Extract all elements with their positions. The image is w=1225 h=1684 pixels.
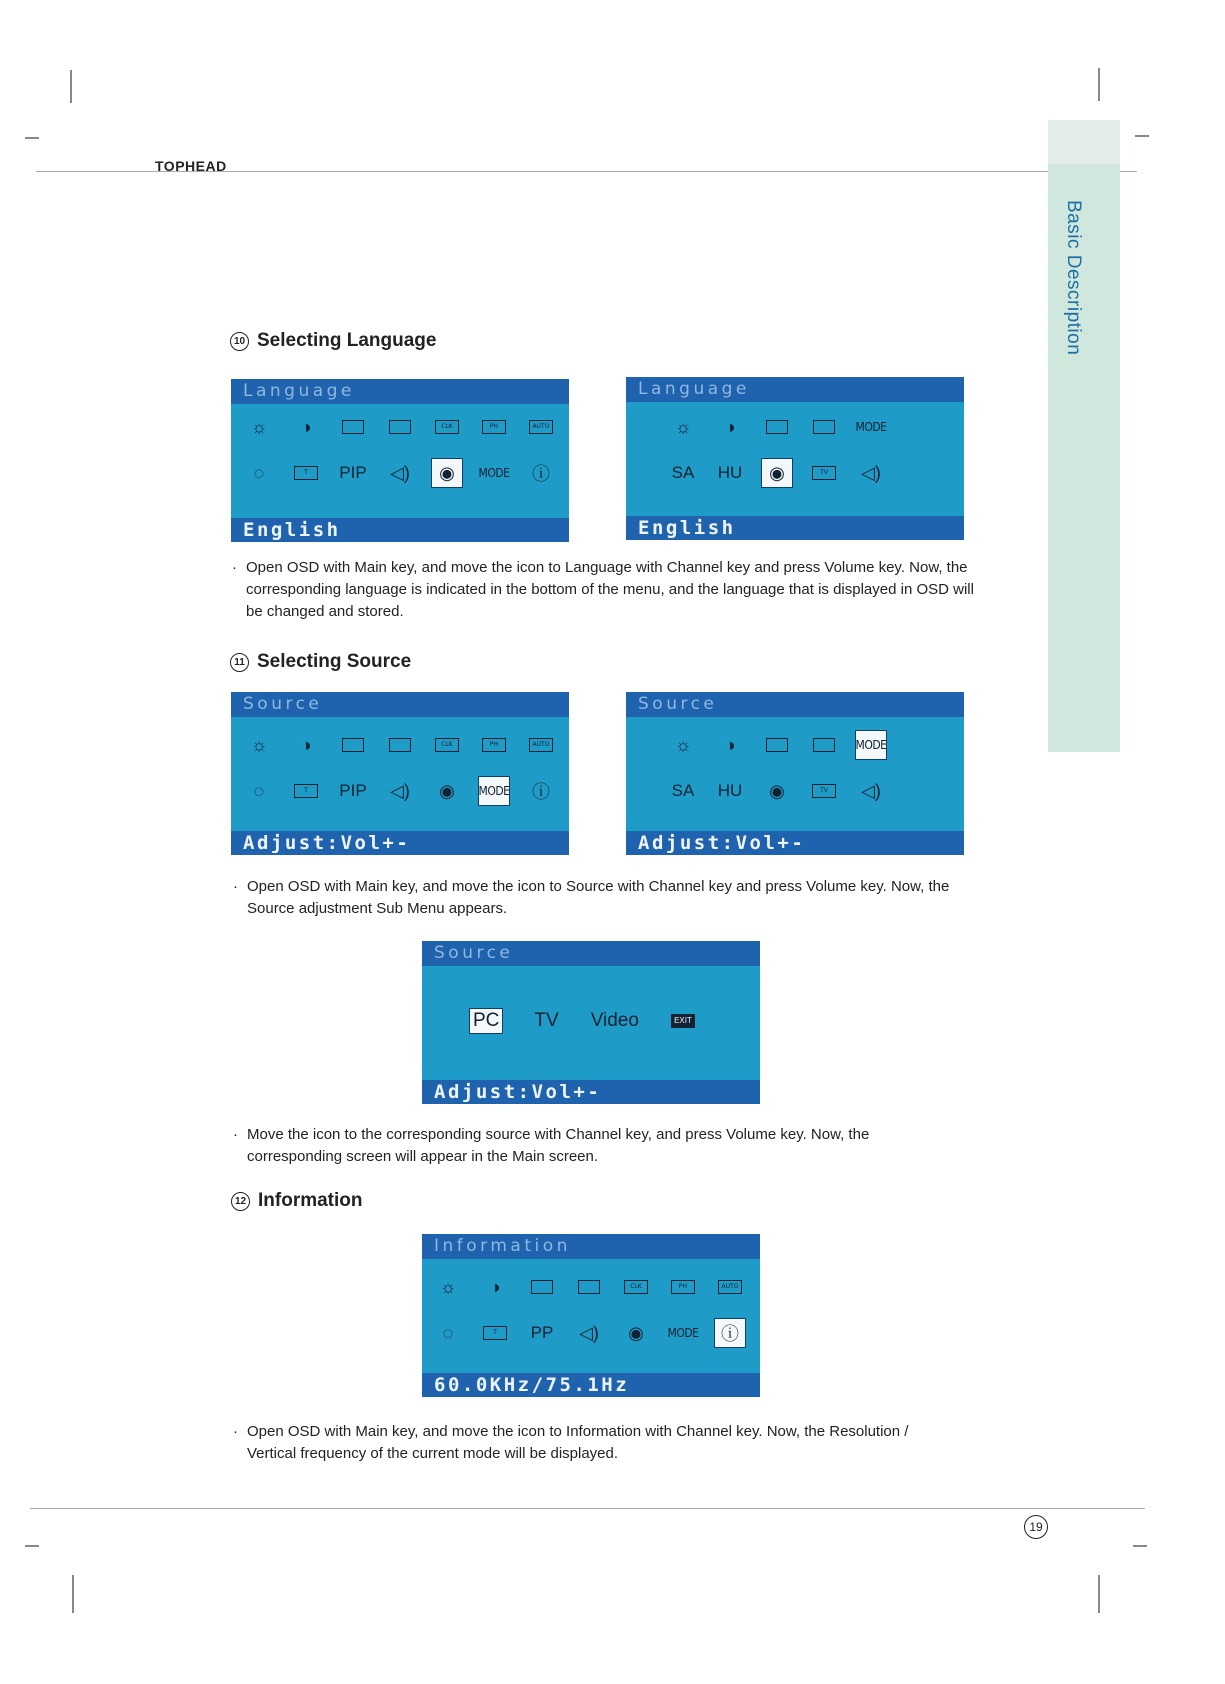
osd-icon-row-2 — [668, 775, 903, 807]
section-heading-source — [230, 651, 411, 673]
mode-icon: MODE — [855, 420, 887, 434]
osd-icon-row-1 — [433, 1271, 760, 1303]
contrast-icon: ◑ — [724, 734, 736, 755]
globe-icon: ◉ — [762, 459, 792, 487]
auto-icon: AUTO — [526, 731, 556, 759]
osd-footer: Adjust:Vol+- — [626, 831, 964, 855]
osd-source-right — [626, 692, 964, 855]
globe-icon: ◉ — [439, 780, 455, 801]
source-option-pc: PC — [470, 1009, 502, 1033]
v-position-icon — [385, 731, 415, 759]
speaker-icon: ◁) — [861, 462, 881, 483]
contrast-icon: ◑ — [300, 416, 312, 437]
v-position-icon — [574, 1273, 604, 1301]
hu-icon: HU — [717, 781, 743, 800]
osd-icon-row-1 — [244, 411, 569, 443]
brightness-icon: ☼ — [674, 734, 692, 755]
crop-mark — [72, 1575, 74, 1613]
contrast-icon: ◑ — [489, 1276, 501, 1297]
pip-icon: PP — [530, 1323, 554, 1342]
speaker-icon: ◁) — [579, 1322, 599, 1343]
contrast-icon: ◑ — [724, 416, 736, 437]
speaker-icon: ◁) — [390, 462, 410, 483]
crop-mark — [1098, 68, 1100, 101]
h-position-icon — [338, 731, 368, 759]
osd-footer: Adjust:Vol+- — [231, 831, 569, 855]
auto-icon: AUTO — [715, 1273, 745, 1301]
mode-icon: MODE — [856, 731, 886, 759]
v-position-icon — [385, 413, 415, 441]
crop-mark — [1098, 1575, 1100, 1613]
v-position-icon — [809, 731, 839, 759]
osd-footer: 60.0KHz/75.1Hz — [422, 1373, 760, 1397]
source-option-tv: TV — [534, 1010, 559, 1031]
hu-icon: HU — [717, 463, 743, 482]
clock-icon: CLK — [432, 413, 462, 441]
osd-icon-row-1 — [244, 729, 569, 761]
h-position-icon — [527, 1273, 557, 1301]
side-tab-label: Basic Description — [1063, 200, 1084, 356]
phase-icon: PH — [668, 1273, 698, 1301]
color-icon: ◌ — [253, 780, 265, 801]
osd-language-right — [626, 377, 964, 540]
clock-icon: CLK — [432, 731, 462, 759]
clock-icon: CLK — [621, 1273, 651, 1301]
osd-title: Language — [231, 379, 569, 404]
text-icon: T — [291, 459, 321, 487]
crop-mark — [25, 137, 39, 139]
osd-icon-row-1 — [668, 411, 903, 443]
osd-title: Language — [626, 377, 964, 402]
brightness-icon: ☼ — [250, 416, 268, 437]
osd-icon-row-1 — [668, 729, 903, 761]
osd-title: Source — [626, 692, 964, 717]
h-position-icon — [762, 731, 792, 759]
brightness-icon: ☼ — [250, 734, 268, 755]
footer-rule — [30, 1508, 1145, 1509]
side-tab-top — [1048, 120, 1120, 164]
tv-icon: TV — [809, 459, 839, 487]
text-icon: T — [291, 777, 321, 805]
osd-footer: English — [626, 516, 964, 540]
section-number: 10 — [230, 332, 249, 351]
speaker-icon: ◁) — [390, 780, 410, 801]
language-description: · Open OSD with Main key, and move the icon to Language with Channel key and press Volume key. Now, the corresponding language is indicated in the bottom of the menu, and the language that is displayed in OSD will be changed and stored. — [232, 559, 974, 620]
crop-mark — [25, 1545, 39, 1547]
page-number: 19 — [1024, 1515, 1048, 1539]
brightness-icon: ☼ — [439, 1276, 457, 1297]
section-heading-language — [230, 330, 436, 352]
mode-icon: MODE — [478, 466, 510, 480]
osd-icon-row-2 — [433, 1317, 760, 1349]
color-icon: ◌ — [442, 1322, 454, 1343]
section-title: Selecting Language — [257, 330, 437, 351]
auto-icon: AUTO — [526, 413, 556, 441]
info-icon: ⓘ — [532, 464, 550, 484]
info-icon: ⓘ — [532, 782, 550, 802]
osd-information — [422, 1234, 760, 1397]
section-number: 11 — [230, 653, 249, 672]
mode-icon: MODE — [479, 777, 509, 805]
osd-footer: Adjust:Vol+- — [422, 1080, 760, 1104]
contrast-icon: ◑ — [300, 734, 312, 755]
source-submenu-description: · Move the icon to the corresponding source with Channel key, and press Volume key. Now, the corresponding screen will appear in the Main screen. — [233, 1126, 870, 1165]
osd-icon-row-2 — [244, 775, 569, 807]
globe-icon: ◉ — [769, 780, 785, 801]
info-icon: ⓘ — [715, 1319, 745, 1347]
phase-icon: PH — [479, 731, 509, 759]
color-icon: ◌ — [253, 462, 265, 483]
information-description: · Open OSD with Main key, and move the icon to Information with Channel key. Now, the Resolution / Vertical frequency of the current mode will be displayed. — [233, 1423, 909, 1462]
section-title: Information — [258, 1190, 363, 1211]
section-heading-information — [231, 1190, 363, 1212]
v-position-icon — [809, 413, 839, 441]
globe-icon: ◉ — [432, 459, 462, 487]
brand-logo: TOPHEAD — [155, 158, 227, 174]
speaker-icon: ◁) — [861, 780, 881, 801]
exit-icon: EXIT — [671, 1014, 695, 1028]
osd-footer: English — [231, 518, 569, 542]
tv-icon: TV — [809, 777, 839, 805]
osd-icon-row-2 — [668, 457, 903, 489]
h-position-icon — [338, 413, 368, 441]
header-rule — [36, 171, 1137, 172]
osd-source-left — [231, 692, 569, 855]
mode-icon: MODE — [667, 1326, 699, 1340]
source-options — [470, 1005, 695, 1037]
pip-icon: PIP — [339, 781, 367, 800]
sa-icon: SA — [671, 781, 695, 800]
section-title: Selecting Source — [257, 651, 412, 672]
osd-title: Source — [422, 941, 760, 966]
osd-title: Information — [422, 1234, 760, 1259]
crop-mark — [1135, 135, 1149, 137]
text-icon: T — [480, 1319, 510, 1347]
source-description: · Open OSD with Main key, and move the icon to Source with Channel key and press Volume key. Now, the Source adjustment Sub Menu appears. — [233, 878, 950, 917]
osd-icon-row-2 — [244, 457, 569, 489]
pip-icon: PIP — [339, 463, 367, 482]
h-position-icon — [762, 413, 792, 441]
globe-icon: ◉ — [628, 1322, 644, 1343]
osd-language-left — [231, 379, 569, 542]
crop-mark — [1133, 1545, 1147, 1547]
crop-mark — [70, 70, 72, 103]
source-option-video: Video — [590, 1010, 639, 1031]
brightness-icon: ☼ — [674, 416, 692, 437]
section-number: 12 — [231, 1192, 250, 1211]
phase-icon: PH — [479, 413, 509, 441]
osd-title: Source — [231, 692, 569, 717]
osd-source-submenu — [422, 941, 760, 1104]
side-tab-band — [1048, 120, 1120, 752]
sa-icon: SA — [671, 463, 695, 482]
